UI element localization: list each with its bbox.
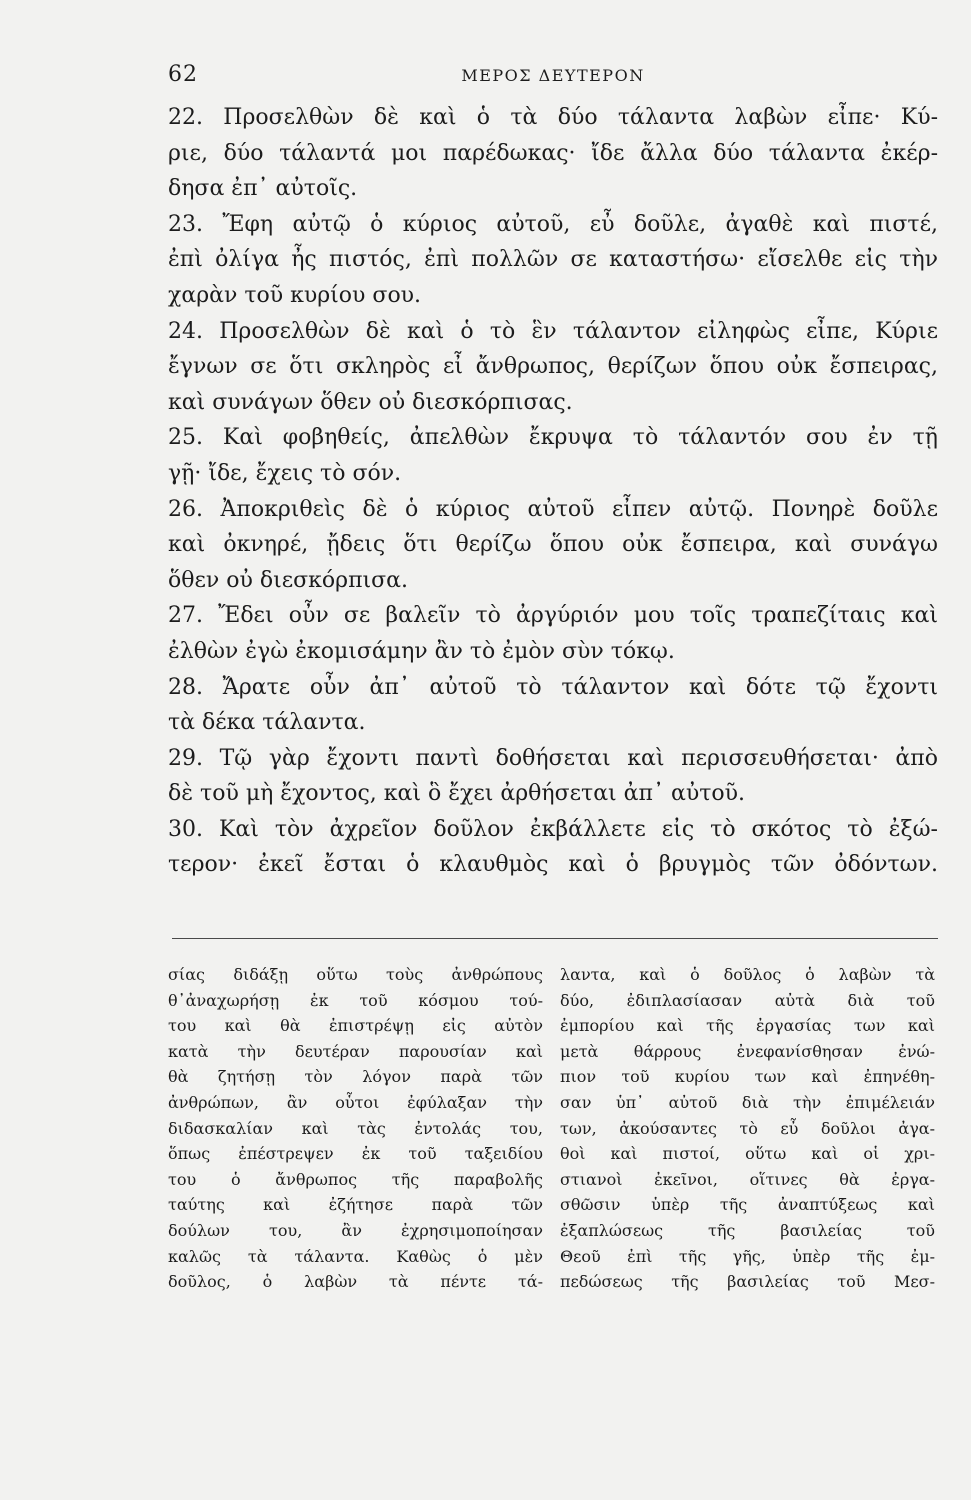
- commentary-line: καλῶς τὰ τάλαντα. Καθὼς ὁ μὲν: [168, 1246, 543, 1266]
- text-line: 30. Καὶ τὸν ἀχρεῖον δοῦλον ἐκβάλλετε εἰς τὸ σκότος τὸ ἐξώ-: [168, 816, 938, 842]
- text-line: ἔγνων σε ὅτι σκληρὸς εἶ ἄνθρωπος, θερίζων ὅπου οὐκ ἔσπειρας,: [168, 354, 938, 380]
- text-line: 22. Προσελθὼν δὲ καὶ ὁ τὰ δύο τάλαντα λαβὼν εἶπε· Κύ-: [168, 105, 938, 130]
- commentary-line: δύο, ἐδιπλασίασαν αὐτὰ διὰ τοῦ: [560, 990, 935, 1010]
- text-line: ριε, δύο τάλαντά μοι παρέδωκας· ἴδε ἄλλα δύο τάλαντα ἐκέρ-: [168, 140, 938, 166]
- text-line: τερον· ἐκεῖ ἔσται ὁ κλαυθμὸς καὶ ὁ βρυγμὸς τῶν ὀδόντων.: [168, 852, 938, 878]
- commentary-line: ἀνθρώπων, ἂν οὗτοι ἐφύλαξαν τὴν: [168, 1092, 543, 1112]
- text-line: 25. Καὶ φοβηθείς, ἀπελθὼν ἔκρυψα τὸ τάλαντόν σου ἐν τῇ: [168, 425, 938, 451]
- footnote-divider: [172, 938, 938, 939]
- text-line: τὰ δέκα τάλαντα.: [168, 710, 366, 736]
- commentary-line: δούλων του, ἂν ἐχρησιμοποίησαν: [168, 1220, 543, 1240]
- text-line: καὶ συνάγων ὅθεν οὐ διεσκόρπισας.: [168, 389, 573, 415]
- text-line: ὅθεν οὐ διεσκόρπισα.: [168, 567, 409, 593]
- text-line: δησα ἐπ᾽ αὐτοῖς.: [168, 176, 358, 202]
- text-line: ἐλθὼν ἐγὼ ἐκομισάμην ἂν τὸ ἐμὸν σὺν τόκῳ.: [168, 638, 675, 664]
- commentary-line: στιανοὶ ἐκεῖνοι, οἵτινες θὰ ἐργα-: [560, 1169, 935, 1189]
- page-header: [168, 62, 938, 92]
- text-line: καὶ ὀκνηρέ, ᾔδεις ὅτι θερίζω ὅπου οὐκ ἔσπειρα, καὶ συνάγω: [168, 532, 938, 558]
- commentary-line: του καὶ θὰ ἐπιστρέψῃ εἰς αὐτὸν: [168, 1016, 543, 1036]
- commentary-line: θὰ ζητήσῃ τὸν λόγον παρὰ τῶν: [168, 1067, 543, 1087]
- commentary-line: κατὰ τὴν δευτέραν παρουσίαν καὶ: [168, 1041, 543, 1061]
- text-line: 29. Τῷ γὰρ ἔχοντι παντὶ δοθήσεται καὶ περισσευθήσεται· ἀπὸ: [168, 745, 938, 771]
- commentary-line: ὅπως ἐπέστρεψεν ἐκ τοῦ ταξειδίου: [168, 1144, 543, 1164]
- commentary-line: σίας διδάξῃ οὕτω τοὺς ἀνθρώπους: [168, 965, 543, 984]
- commentary-column-right: [560, 962, 935, 1295]
- commentary-line: μετὰ θάρρους ἐνεφανίσθησαν ἐνώ-: [560, 1041, 935, 1061]
- commentary-line: σαν ὑπ᾽ αὐτοῦ διὰ τὴν ἐπιμέλειάν: [560, 1092, 935, 1112]
- text-line: 28. Ἄρατε οὖν ἀπ᾽ αὐτοῦ τὸ τάλαντον καὶ δότε τῷ ἔχοντι: [168, 674, 938, 700]
- commentary-line: δοῦλος, ὁ λαβὼν τὰ πέντε τά-: [168, 1272, 543, 1292]
- commentary-line: θ᾽ἀναχωρήσῃ ἐκ τοῦ κόσμου τού-: [168, 990, 543, 1010]
- running-head: ΜΕΡΟΣ ΔΕΥΤΕΡΟΝ: [461, 66, 645, 85]
- commentary-line: ταύτης καὶ ἐζήτησε παρὰ τῶν: [168, 1195, 543, 1215]
- text-line: 24. Προσελθὼν δὲ καὶ ὁ τὸ ἓν τάλαντον εἰληφὼς εἶπε, Κύριε: [168, 318, 938, 344]
- main-text: [168, 100, 938, 883]
- commentary-line: των, ἀκούσαντες τὸ εὖ δοῦλοι ἀγα-: [560, 1118, 935, 1138]
- text-line: ἐπὶ ὀλίγα ἦς πιστός, ἐπὶ πολλῶν σε καταστήσω· εἴσελθε εἰς τὴν: [168, 247, 938, 273]
- text-line: 27. Ἔδει οὖν σε βαλεῖν τὸ ἀργύριόν μου τοῖς τραπεζίταις καὶ: [168, 603, 938, 629]
- commentary-line: ἐξαπλώσεως τῆς βασιλείας τοῦ: [560, 1220, 935, 1240]
- page-number: 62: [168, 62, 198, 87]
- commentary-line: θοὶ καὶ πιστοί, οὕτω καὶ οἱ χρι-: [560, 1144, 935, 1164]
- commentary-line: Θεοῦ ἐπὶ τῆς γῆς, ὑπὲρ τῆς ἐμ-: [560, 1246, 935, 1266]
- commentary-line: πιον τοῦ κυρίου των καὶ ἐπηνέθη-: [560, 1067, 935, 1087]
- commentary-line: πεδώσεως τῆς βασιλείας τοῦ Μεσ-: [560, 1272, 935, 1292]
- commentary-column-left: [168, 962, 543, 1295]
- commentary-line: λαντα, καὶ ὁ δοῦλος ὁ λαβὼν τὰ: [560, 965, 935, 984]
- text-line: 23. Ἔφη αὐτῷ ὁ κύριος αὐτοῦ, εὖ δοῦλε, ἀγαθὲ καὶ πιστέ,: [168, 211, 938, 237]
- text-line: γῇ· ἴδε, ἔχεις τὸ σόν.: [168, 460, 402, 486]
- commentary-line: ἐμπορίου καὶ τῆς ἐργασίας των καὶ: [560, 1016, 935, 1036]
- text-line: δὲ τοῦ μὴ ἔχοντος, καὶ ὃ ἔχει ἀρθήσεται ἀπ᾽ αὐτοῦ.: [168, 781, 745, 807]
- commentary-line: διδασκαλίαν καὶ τὰς ἐντολάς του,: [168, 1118, 543, 1138]
- text-line: 26. Ἀποκριθεὶς δὲ ὁ κύριος αὐτοῦ εἶπεν αὐτῷ. Πονηρὲ δοῦλε: [168, 496, 938, 522]
- text-line: χαρὰν τοῦ κυρίου σου.: [168, 282, 422, 308]
- commentary-line: του ὁ ἄνθρωπος τῆς παραβολῆς: [168, 1169, 543, 1189]
- commentary-line: σθῶσιν ὑπὲρ τῆς ἀναπτύξεως καὶ: [560, 1195, 935, 1215]
